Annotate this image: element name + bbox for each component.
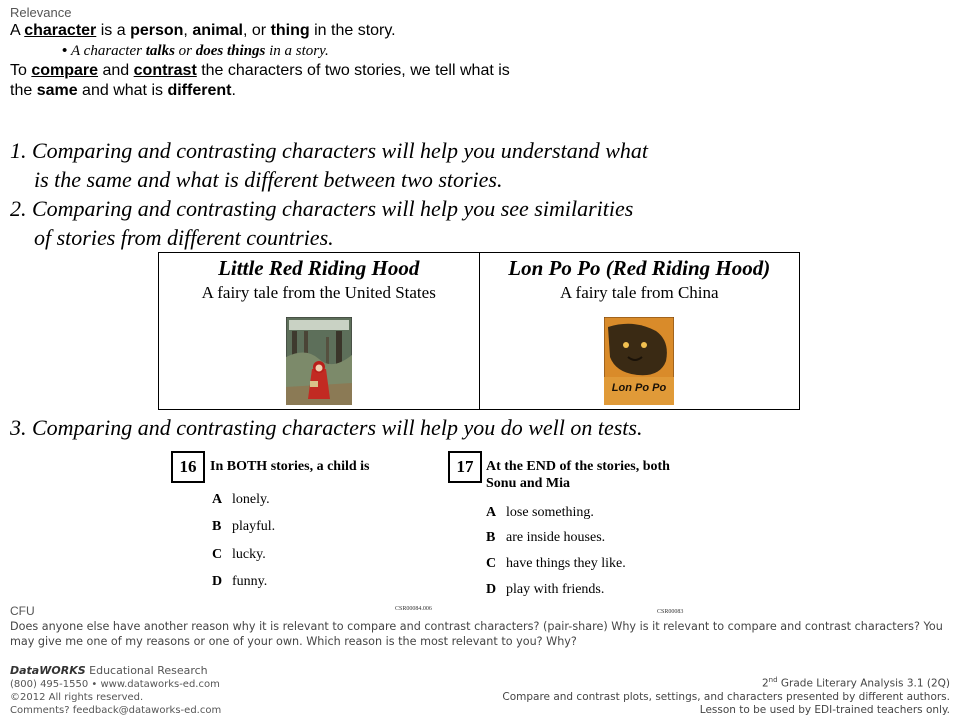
story-title: Lon Po Po (Red Riding Hood): [508, 256, 771, 280]
answer-option: C have things they like.: [486, 556, 626, 571]
term-character: character: [24, 22, 97, 39]
character-bullet: • A character talks or does things in a story.: [62, 43, 329, 59]
reason-3: 3. Comparing and contrasting characters will help you do well on tests.: [10, 415, 643, 440]
answer-option: A lonely.: [212, 492, 270, 507]
question-stem: In BOTH stories, a child is: [210, 459, 370, 474]
question-code: CSR00084.006: [395, 606, 432, 612]
section-label-relevance: Relevance: [10, 5, 72, 20]
story-origin: A fairy tale from China: [559, 283, 719, 302]
reason-1: 1. Comparing and contrasting characters will help you understand what is the same and what is different between two stories.: [10, 138, 648, 192]
question-stem: At the END of the stories, both Sonu and Mia: [486, 459, 670, 491]
story-origin: A fairy tale from the United States: [201, 283, 436, 302]
story-cell-lon-po-po: [479, 253, 800, 410]
answer-option: B playful.: [212, 519, 276, 534]
publisher-logo: DataWORKS Educational Research: [10, 664, 208, 677]
footer-publisher: DataWORKS Educational Research (800) 495-1550 • www.dataworks-ed.com ©2012 All rights reserved. Comments? feedback@dataworks-ed.com: [10, 664, 222, 716]
question-code: CSR00083: [657, 609, 684, 615]
answer-option: A lose something.: [486, 505, 594, 520]
red-riding-hood-book-cover-image: [286, 317, 352, 405]
answer-option: C lucky.: [212, 547, 266, 562]
compare-contrast-definition: To compare and contrast the characters of two stories, we tell what is the same and what is different.: [10, 62, 510, 99]
reason-2: 2. Comparing and contrasting characters will help you see similarities of stories from different countries.: [10, 196, 634, 250]
story-cell-little-red-riding-hood: [159, 253, 480, 410]
answer-option: D funny.: [212, 574, 268, 589]
question-number: 17: [448, 451, 482, 483]
cover-title-text: Lon Po Po: [612, 382, 667, 394]
answer-option: B are inside houses.: [486, 530, 606, 545]
term-compare: compare: [31, 62, 99, 79]
cfu-label: CFU: [10, 604, 35, 618]
answer-option: D play with friends.: [486, 582, 605, 597]
character-definition: A character is a person, animal, or thing in the story.: [10, 22, 396, 39]
footer-lesson-info: 2nd Grade Literary Analysis 3.1 (2Q) Compare and contrast plots, settings, and characters presented by different authors. Lesson to be used by EDI-trained teachers only.: [502, 676, 950, 716]
question-number: 16: [171, 451, 205, 483]
cfu-text: Does anyone else have another reason why it is relevant to compare and contrast characters? (pair-share) Why is it relevant to compare and contrast characters? You may give me one of my reasons or one of your own. Which reason is the most relevant to you? Why?: [10, 620, 943, 648]
stories-comparison-table: [158, 252, 800, 410]
story-title: Little Red Riding Hood: [218, 256, 420, 280]
term-contrast: contrast: [133, 62, 197, 79]
lon-po-po-book-cover-image: [604, 317, 674, 405]
